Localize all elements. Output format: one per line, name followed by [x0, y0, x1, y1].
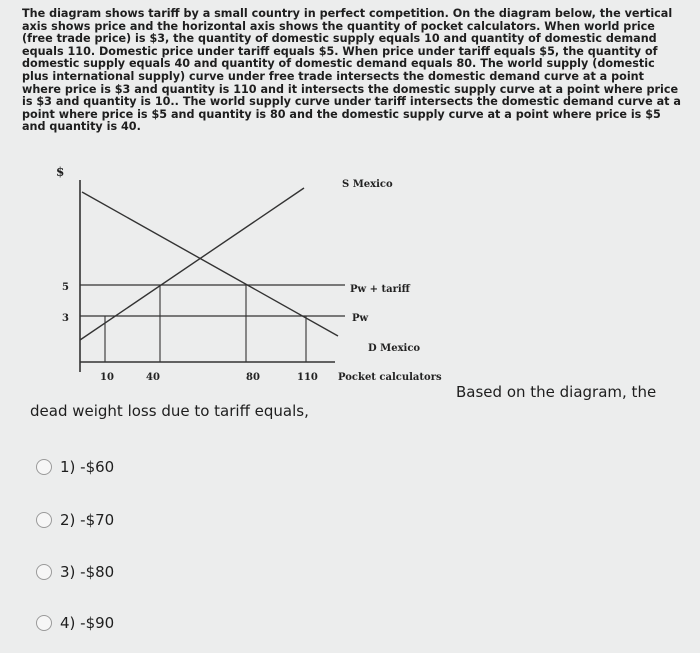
option-4[interactable] — [36, 614, 114, 632]
quantity-tick-80: 80 — [246, 372, 260, 383]
prompt-text: dead weight loss due to tariff equals, — [30, 402, 309, 420]
radio-icon[interactable] — [36, 459, 52, 475]
y-axis-label: $ — [56, 165, 65, 179]
option-2[interactable] — [36, 511, 114, 529]
quantity-tick-10: 10 — [100, 372, 114, 383]
option-label: 3) -$80 — [60, 563, 115, 581]
option-label: 1) -$60 — [60, 458, 115, 476]
option-label: 4) -$90 — [60, 614, 115, 632]
radio-icon[interactable] — [36, 564, 52, 580]
quantity-tick-40: 40 — [146, 372, 160, 383]
supply-label: S Mexico — [342, 179, 393, 190]
supply-curve — [80, 188, 304, 340]
option-3[interactable] — [36, 563, 114, 581]
demand-curve — [82, 192, 338, 336]
question-text: The diagram shows tariff by a small country in perfect competition. On the diagram below, the vertical axis shows price and the horizontal axis shows the quantity of pocket calculators. When world price (free trade price) is $3, the quantity of domestic supply equals 10 and quantity of domestic demand equals 110. Domestic price under tariff equals $5. When price under tariff equals $5, the quantity of domestic supply equals 40 and quantity of domestic demand equals 80. The world supply (domestic plus international supply) curve under free trade intersects the domestic demand curve at a point where price is $3 and quantity is 110 and it intersects the domestic supply curve at a point where price is $3 and quantity is 10.. The world supply curve under tariff intersects the domestic demand curve at a point where price is $5 and quantity is 80 and the domestic supply curve at a point where price is $5 and quantity is 40. — [22, 7, 681, 134]
option-1[interactable] — [36, 458, 114, 476]
option-label: 2) -$70 — [60, 511, 115, 529]
radio-icon[interactable] — [36, 512, 52, 528]
price-tick-5: 5 — [62, 282, 69, 293]
radio-icon[interactable] — [36, 615, 52, 631]
prompt-lead: Based on the diagram, the — [456, 383, 657, 401]
quantity-tick-110: 110 — [297, 372, 318, 383]
price-tick-3: 3 — [62, 313, 69, 324]
demand-label: D Mexico — [368, 343, 421, 354]
pw-label: Pw — [352, 313, 369, 324]
pw-tariff-label: Pw + tariff — [350, 284, 410, 295]
x-axis-label: Pocket calculators — [338, 372, 442, 383]
